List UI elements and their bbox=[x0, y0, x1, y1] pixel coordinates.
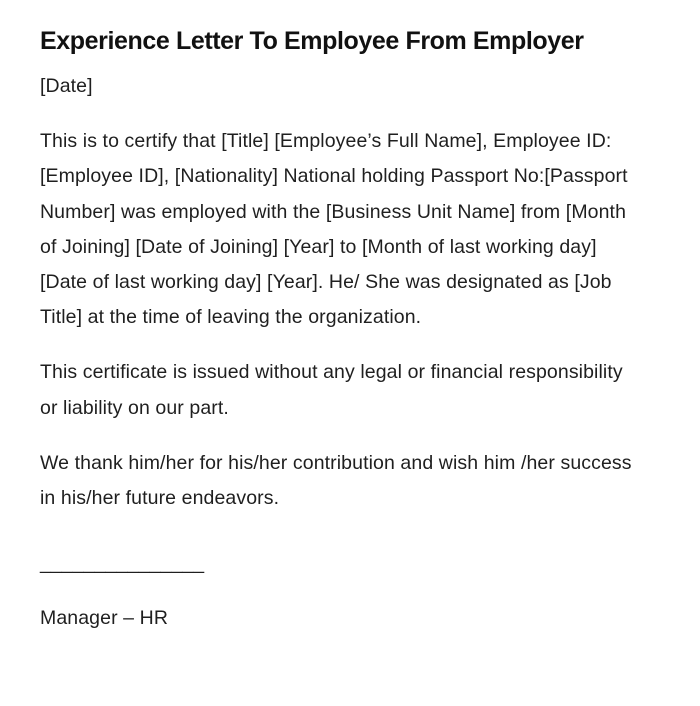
signatory-title: Manager – HR bbox=[40, 607, 169, 630]
letter-page bbox=[40, 24, 636, 637]
date-placeholder: [Date] bbox=[40, 75, 93, 97]
certification-paragraph: This is to certify that [Title] [Employee’s Full Name], Employee ID: [Employee ID], [Nationality] National holding Passport No:[Passport Number] was employed with the [Business Unit Name] from [Month of Joining] [Date of Joining] [Year] to [Month of last working day] [Date of last working day] [Year]. He/ She was designated as [Job Title] at the time of leaving the organization. bbox=[40, 130, 628, 329]
signature-line: _______________ bbox=[40, 552, 205, 575]
disclaimer-paragraph: This certificate is issued without any legal or financial responsibility or liability on our part. bbox=[40, 361, 623, 419]
letter-title: Experience Letter To Employee From Employer bbox=[40, 27, 584, 55]
thanks-paragraph: We thank him/her for his/her contribution and wish him /her success in his/her future endeavors. bbox=[40, 451, 632, 510]
